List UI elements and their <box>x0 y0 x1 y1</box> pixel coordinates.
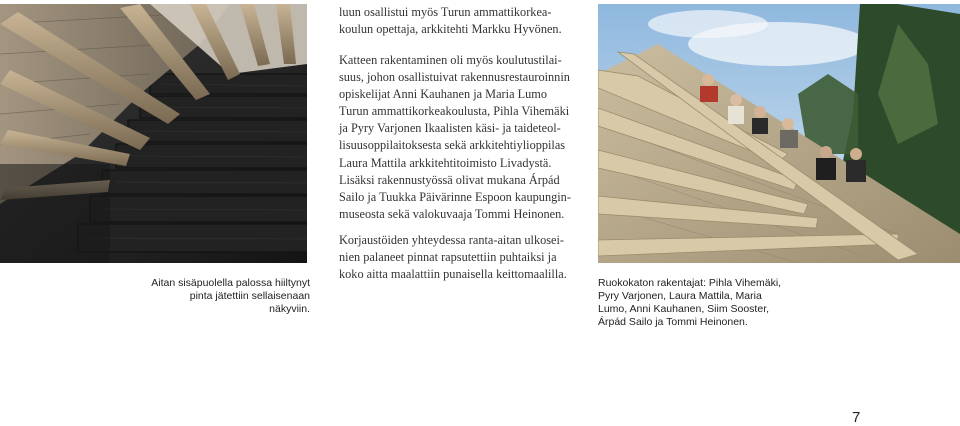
text-line: nien palaneet pinnat rapsutettiin puhtaiksi ja <box>339 250 557 265</box>
text-line: Lisäksi rakennustyössä olivat mukana Árpád <box>339 172 560 187</box>
text-line: Turun ammattikorkeakoulusta, Pihla Vihemäki <box>339 104 570 119</box>
photo-roof-interior <box>0 4 307 263</box>
text-line: koko aitta maalattiin punaisella keittomaalilla. <box>339 267 567 282</box>
text-line: luun osallistui myös Turun ammattikorkea- <box>339 5 552 19</box>
article-paragraph-1 <box>339 4 562 38</box>
text-line: opiskelijat Anni Kauhanen ja Maria Lumo <box>339 87 547 102</box>
caption-left <box>150 277 310 316</box>
text-line: Korjaustöiden yhteydessa ranta-aitan ulkosei- <box>339 233 565 247</box>
text-line: Katteen rakentaminen oli myös koulutustilai- <box>339 53 562 67</box>
caption-left-line: Aitan sisäpuolella palossa hiiltynyt <box>151 277 310 289</box>
caption-right-line: Lumo, Anni Kauhanen, Siim Sooster, <box>598 303 770 315</box>
page-number: 7 <box>852 409 861 426</box>
photo-roof-builders <box>598 4 960 263</box>
text-line: museosta sekä valokuvaaja Tommi Heinonen. <box>339 206 565 221</box>
text-line: Laura Mattila arkkitehtitoimisto Livadystä. <box>339 155 552 170</box>
article-paragraph-2 <box>339 52 571 223</box>
caption-right-line: Ruokokaton rakentajat: Pihla Vihemäki, <box>598 277 782 289</box>
caption-right-line: Pyry Varjonen, Laura Mattila, Maria <box>598 290 762 302</box>
caption-right <box>598 277 798 329</box>
caption-right-line: Árpád Sailo ja Tommi Heinonen. <box>598 316 748 328</box>
text-line: suus, johon osallistuivat rakennusrestauroinnin <box>339 70 570 85</box>
text-line: ja Pyry Varjonen Ikaalisten käsi- ja taideteol- <box>339 121 561 136</box>
text-line: Sailo ja Tuukka Päivärinne Espoon kaupungin- <box>339 189 571 204</box>
caption-left-line: pinta jätettiin sellaisenaan näkyviin. <box>189 290 310 315</box>
text-line: lisuusoppilaitoksesta sekä arkkitehtiylioppilas <box>339 138 566 153</box>
text-line: koulun opettaja, arkkitehti Markku Hyvönen. <box>339 22 562 37</box>
article-paragraph-3 <box>339 232 567 283</box>
